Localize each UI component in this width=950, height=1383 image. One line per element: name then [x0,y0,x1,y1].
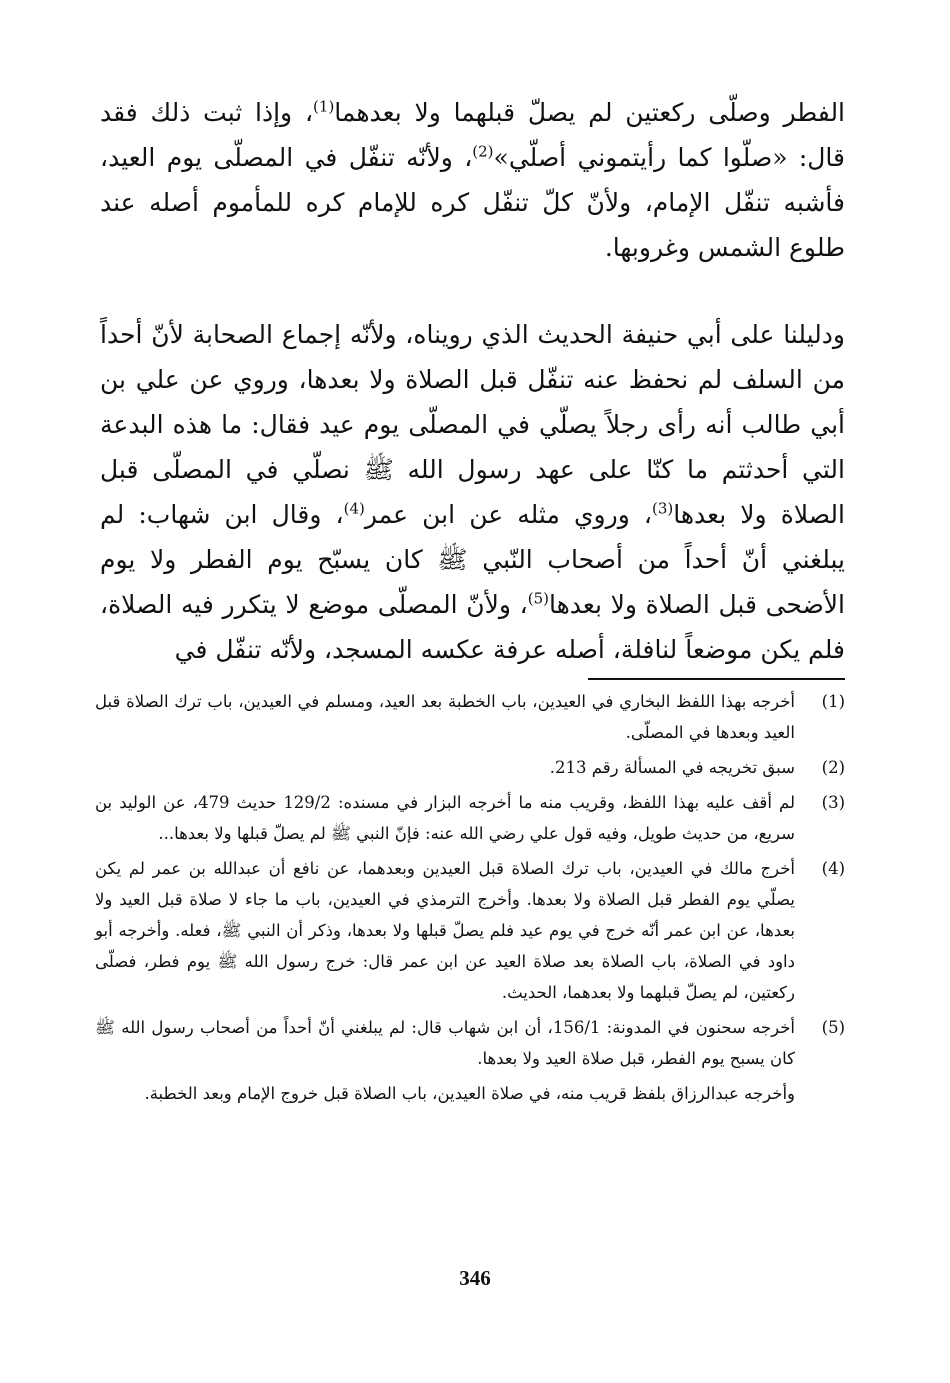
paragraph-text: ودليلنا على أبي حنيفة الحديث الذي رويناه، ولأنّه إجماع الصحابة لأنّ أحداً من السلف لم نحفظ عنه تنفّل قبل الصلاة ولا بعدها، وروي عن علي بن أبي طالب أنه رأى رجلاً يصلّي في المصلّى يوم عيد فقال: ما هذه البدعة التي أحدثتم ما كنّا على عهد رسول الله ﷺ نصلّي في المصلّى قبل الصلاة ولا بعدها [100,320,845,529]
paragraph-text: ، ولأنّ المصلّى موضع لا يتكرر فيه الصلاة، فلم يكن موضعاً لنافلة، أصله عرفة عكسه المسجد، ولأنّه تنفّل في [100,590,845,664]
footnote-text: أخرجه بهذا اللفظ البخاري في العيدين، باب الخطبة بعد العيد، ومسلم في العيدين، باب ترك الصلاة قبل العيد وبعدها في المصلّى. [95,692,795,742]
footnote-separator-rule [588,678,845,680]
footnote-number: (3) [821,793,845,812]
paragraph-text: الفطر وصلّى ركعتين لم يصلّ قبلهما ولا بعدهما [334,98,846,127]
footnote-ref-5[interactable]: (5) [527,589,549,608]
footnotes-section [95,686,845,1109]
footnote-text: أخرجه سحنون في المدونة: 156/1، أن ابن شهاب قال: لم يبلغني أنّ أحداً من أصحاب رسول الله ﷺ كان يسبح يوم الفطر، قبل صلاة العيد ولا بعدها. [95,1018,795,1068]
footnote-item [95,853,845,1008]
footnote-item [95,1012,845,1074]
body-paragraph-1 [100,90,845,270]
footnote-text: سبق تخريجه في المسألة رقم 213. [549,758,795,777]
footnote-item [95,787,845,849]
footnote-text: أخرج مالك في العيدين، باب ترك الصلاة قبل العيدين وبعدهما، عن نافع أن عبدالله بن عمر لم يكن يصلّي يوم الفطر قبل الصلاة ولا بعدها. وأخرج الترمذي في العيدين، باب ما جاء لا صلاة قبل العيد ولا بعدها، عن ابن عمر أنّه خرج في يوم عيد فلم يصلّ قبلها ولا بعدها، وذكر أن النبي ﷺ، فعله. وأخرجه أبو داود في الصلاة، باب الصلاة بعد صلاة العيد عن ابن عمر قال: خرج رسول الله ﷺ يوم فطر، فصلّى ركعتين، لم يصلّ قبلهما ولا بعدهما، الحديث. [95,859,795,1002]
footnote-text: لم أقف عليه بهذا اللفظ، وقريب منه ما أخرجه البزار في مسنده: 129/2 حديث 479، عن الوليد بن سريع، من حديث طويل، وفيه قول علي رضي الله عنه: فإنّ النبي ﷺ لم يصلّ قبلها ولا بعدها... [95,793,795,843]
paragraph-text: ، وإذا ثبت ذلك فقد قال: «صلّوا كما رأيتموني أصلّي» [100,98,845,172]
paragraph-text: ، ولأنّه تنفّل في المصلّى يوم العيد، فأشبه تنفّل الإمام، ولأنّ كلّ تنفّل كره للإمام كره للمأموم أصله عند طلوع الشمس وغروبها. [100,143,845,262]
footnote-continuation: وأخرجه عبدالرزاق بلفظ قريب منه، في صلاة العيدين، باب الصلاة قبل خروج الإمام وبعد الخطبة. [144,1084,795,1103]
footnote-ref-1[interactable]: (1) [313,97,335,116]
footnote-ref-2[interactable]: (2) [472,142,494,161]
footnote-number: (1) [821,692,845,711]
footnote-item [95,686,845,748]
footnote-number: (2) [821,758,845,777]
footnote-ref-3[interactable]: (3) [651,499,674,518]
page-number: 346 [459,1266,491,1290]
footnote-item [95,752,845,783]
paragraph-text: ، وروي مثله عن ابن عمر [364,500,652,529]
footnote-number: (4) [821,859,845,878]
footnote-ref-4[interactable]: (4) [343,499,365,518]
footnote-number: (5) [821,1018,845,1037]
paragraph-text: ، وقال ابن شهاب: لم يبلغني أنّ أحداً من أصحاب النّبي ﷺ كان يسبّح يوم الفطر ولا يوم الأضحى قبل الصلاة ولا بعدها [100,500,845,619]
body-paragraph-2 [100,312,845,672]
